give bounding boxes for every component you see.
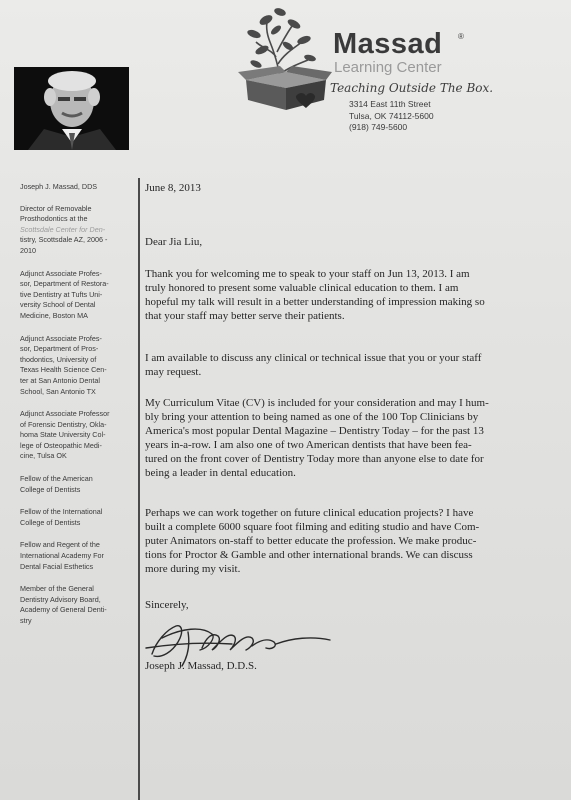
text-line: Perhaps we can work together on future clinical education projects? I have	[145, 507, 474, 519]
credential-block	[20, 584, 132, 626]
credential-line: Prosthodontics at the	[20, 214, 88, 224]
credential-block	[20, 182, 132, 193]
letterhead-address	[349, 99, 434, 134]
plant-in-box-logo-icon	[236, 2, 334, 114]
text-line: built a complete 6000 square foot filming and editing studio and have Com-	[145, 521, 480, 534]
credential-line: sor, Department of Restora-	[20, 279, 109, 289]
credential-block	[20, 540, 132, 572]
text-line: tions for Proctor & Gamble and other international brands. We can discuss	[145, 549, 473, 562]
credential-line: ter at San Antonio Dental	[20, 375, 100, 385]
credential-line: Dental Facial Esthetics	[20, 561, 94, 571]
credential-line: Adjunct Associate Profes-	[20, 333, 102, 343]
credentials-sidebar	[20, 182, 132, 639]
credential-block	[20, 409, 132, 462]
credential-line: stry	[20, 616, 32, 625]
credential-line: Dentistry Advisory Board,	[20, 594, 101, 604]
logo-name: Massad	[333, 28, 443, 60]
credential-block	[20, 204, 132, 257]
address-line: 3314 East 11th Street	[349, 99, 431, 109]
credential-line: School, San Antonio TX	[20, 386, 96, 396]
credential-line: Fellow of the International	[20, 507, 103, 517]
credential-block	[20, 507, 132, 528]
credential-line: Scottsdale Center for Den-	[20, 224, 106, 234]
text-line: that your staff may better serve their patients.	[145, 310, 345, 323]
credential-line: Texas Health Science Cen-	[20, 365, 107, 375]
column-divider	[138, 178, 140, 800]
text-line: I am available to discuss any clinical or technical issue that you or your staff	[145, 352, 482, 364]
text-line: hopeful my talk will result in a better understanding of impression making so	[145, 296, 485, 309]
paragraph-4	[145, 506, 479, 576]
credential-line: thodontics, University of	[20, 354, 97, 364]
text-line: years in-a-row. I am also one of two American dentists that have been fea-	[145, 439, 472, 452]
text-line: more during my visit.	[145, 563, 241, 576]
text-line: truly honored to present some valuable clinical education to them. I am	[145, 282, 459, 295]
credential-block	[20, 474, 132, 495]
text-line: America's most popular Dental Magazine – Dentistry Today – for the past 13	[145, 425, 484, 438]
text-line: Thank you for welcoming me to speak to your staff on Jun 13, 2013. I am	[145, 268, 470, 280]
address-line: (918) 749-5600	[349, 122, 408, 132]
credential-line: Adjunct Associate Profes-	[20, 268, 102, 278]
paragraph-2	[145, 351, 481, 379]
credential-line: International Academy For	[20, 551, 104, 561]
credential-line: tistry, Scottsdale AZ, 2006 -	[20, 235, 108, 245]
text-line: My Curriculum Vitae (CV) is included for your consideration and may I hum-	[145, 397, 489, 409]
address-line: Tulsa, OK 74112-5600	[349, 110, 434, 121]
paragraph-1	[145, 267, 485, 323]
credential-line: cine, Tulsa OK	[20, 451, 67, 461]
registered-mark: ®	[458, 32, 464, 41]
signer-name: Joseph J. Massad, D.D.S.	[145, 660, 257, 672]
credential-line: Academy of General Denti-	[20, 605, 107, 615]
credential-line: versity School of Dental	[20, 300, 96, 310]
text-line: may request.	[145, 366, 202, 379]
text-line: being a leader in dental education.	[145, 467, 296, 480]
credential-line: of Forensic Dentistry, Okla-	[20, 419, 107, 429]
logo-subtitle: Learning Center	[334, 59, 442, 76]
text-line: tured on the front cover of Dentistry Today more than anyone else to date for	[145, 453, 484, 466]
credential-line: 2010	[20, 245, 36, 255]
portrait-photo	[14, 67, 129, 150]
credential-line: College of Dentists	[20, 517, 81, 527]
credential-line: Joseph J. Massad, DDS	[20, 182, 98, 191]
credential-line: Fellow and Regent of the	[20, 540, 100, 550]
credential-line: sor, Department of Pros-	[20, 344, 99, 354]
credential-line: Fellow of the American	[20, 474, 93, 484]
credential-line: Member of the General	[20, 584, 94, 594]
credential-line: Medicine, Boston MA	[20, 310, 88, 320]
credential-line: homa State University Col-	[20, 430, 106, 440]
credential-line: Director of Removable	[20, 203, 92, 213]
salutation: Dear Jia Liu,	[145, 236, 203, 248]
text-line: bly bring your attention to being named as one of the 100 Top Clinicians by	[145, 411, 479, 424]
closing: Sincerely,	[145, 599, 189, 611]
credential-block	[20, 269, 132, 322]
text-line: puter Animators on-staff to better educate the profession. We make produc-	[145, 535, 477, 548]
credential-block	[20, 334, 132, 398]
credential-line: Adjunct Associate Professor	[20, 409, 110, 419]
logo-tagline: Teaching Outside The Box.	[330, 81, 494, 95]
credential-line: College of Dentists	[20, 484, 81, 494]
paragraph-3	[145, 396, 489, 481]
credential-line: tive Dentistry at Tufts Uni-	[20, 289, 103, 299]
credential-line: lege of Osteopathic Medi-	[20, 440, 102, 450]
letter-date: June 8, 2013	[145, 182, 201, 194]
